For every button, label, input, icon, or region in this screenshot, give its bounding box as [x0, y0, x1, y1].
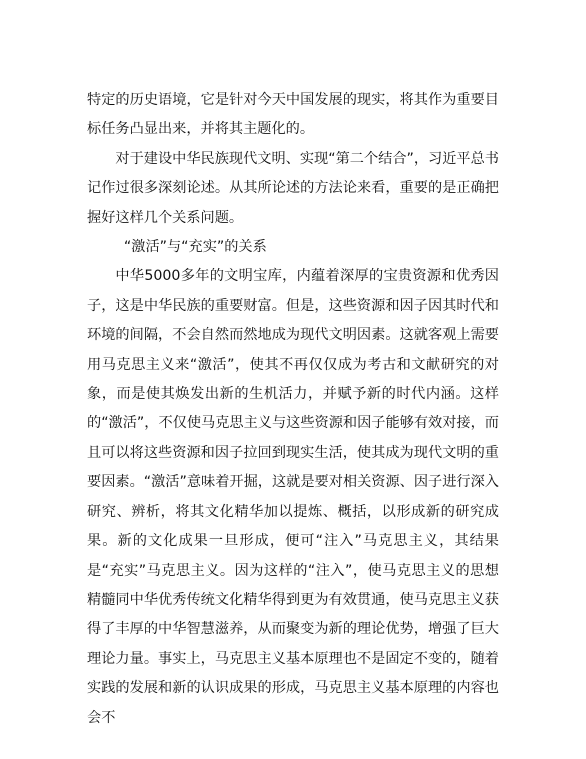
- paragraph-intro: 对于建设中华民族现代文明、实现“第二个结合”，习近平总书记作过很多深刻论述。从其所论述的方法论来看，重要的是正确把握好这样几个关系问题。: [87, 150, 499, 226]
- section-heading: “激活”与“充实”的关系: [123, 239, 267, 256]
- paragraph-body: 中华5000多年的文明宝库，内蕴着深厚的宝贵资源和优秀因子，这是中华民族的重要财富。但是，这些资源和因子因其时代和环境的间隔，不会自然而然地成为现代文明因素。这就客观上需要用马克思主义来“激活”，使其不再仅仅成为考古和文献研究的对象，而是使其焕发出新的生机活力，并赋予新的时代内涵。这样的“激活”，不仅使马克思主义与这些资源和因子能够有效对接，而且可以将这些资源和因子拉回到现实生活，使其成为现代文明的重要因素。“激活”意味着开掘，这就是要对相关资源、因子进行深入研究、辨析，将其文化精华加以提炼、概括，以形成新的研究成果。新的文化成果一旦形成，便可“注入”马克思主义，其结果是“充实”马克思主义。因为这样的“注入”，使马克思主义的思想精髓同中华优秀传统文化精华得到更为有效贯通，使马克思主义获得了丰厚的中华智慧滋养，从而聚变为新的理论优势，增强了巨大理论力量。事实上，马克思主义基本原理也不是固定不变的，随着实践的发展和新的认识成果的形成，马克思主义基本原理的内容也会不: [87, 268, 499, 726]
- paragraph-continuation: 特定的历史语境，它是针对今天中国发展的现实，将其作为重要目标任务凸显出来，并将其主题化的。: [87, 92, 499, 138]
- article-body: [87, 86, 499, 733]
